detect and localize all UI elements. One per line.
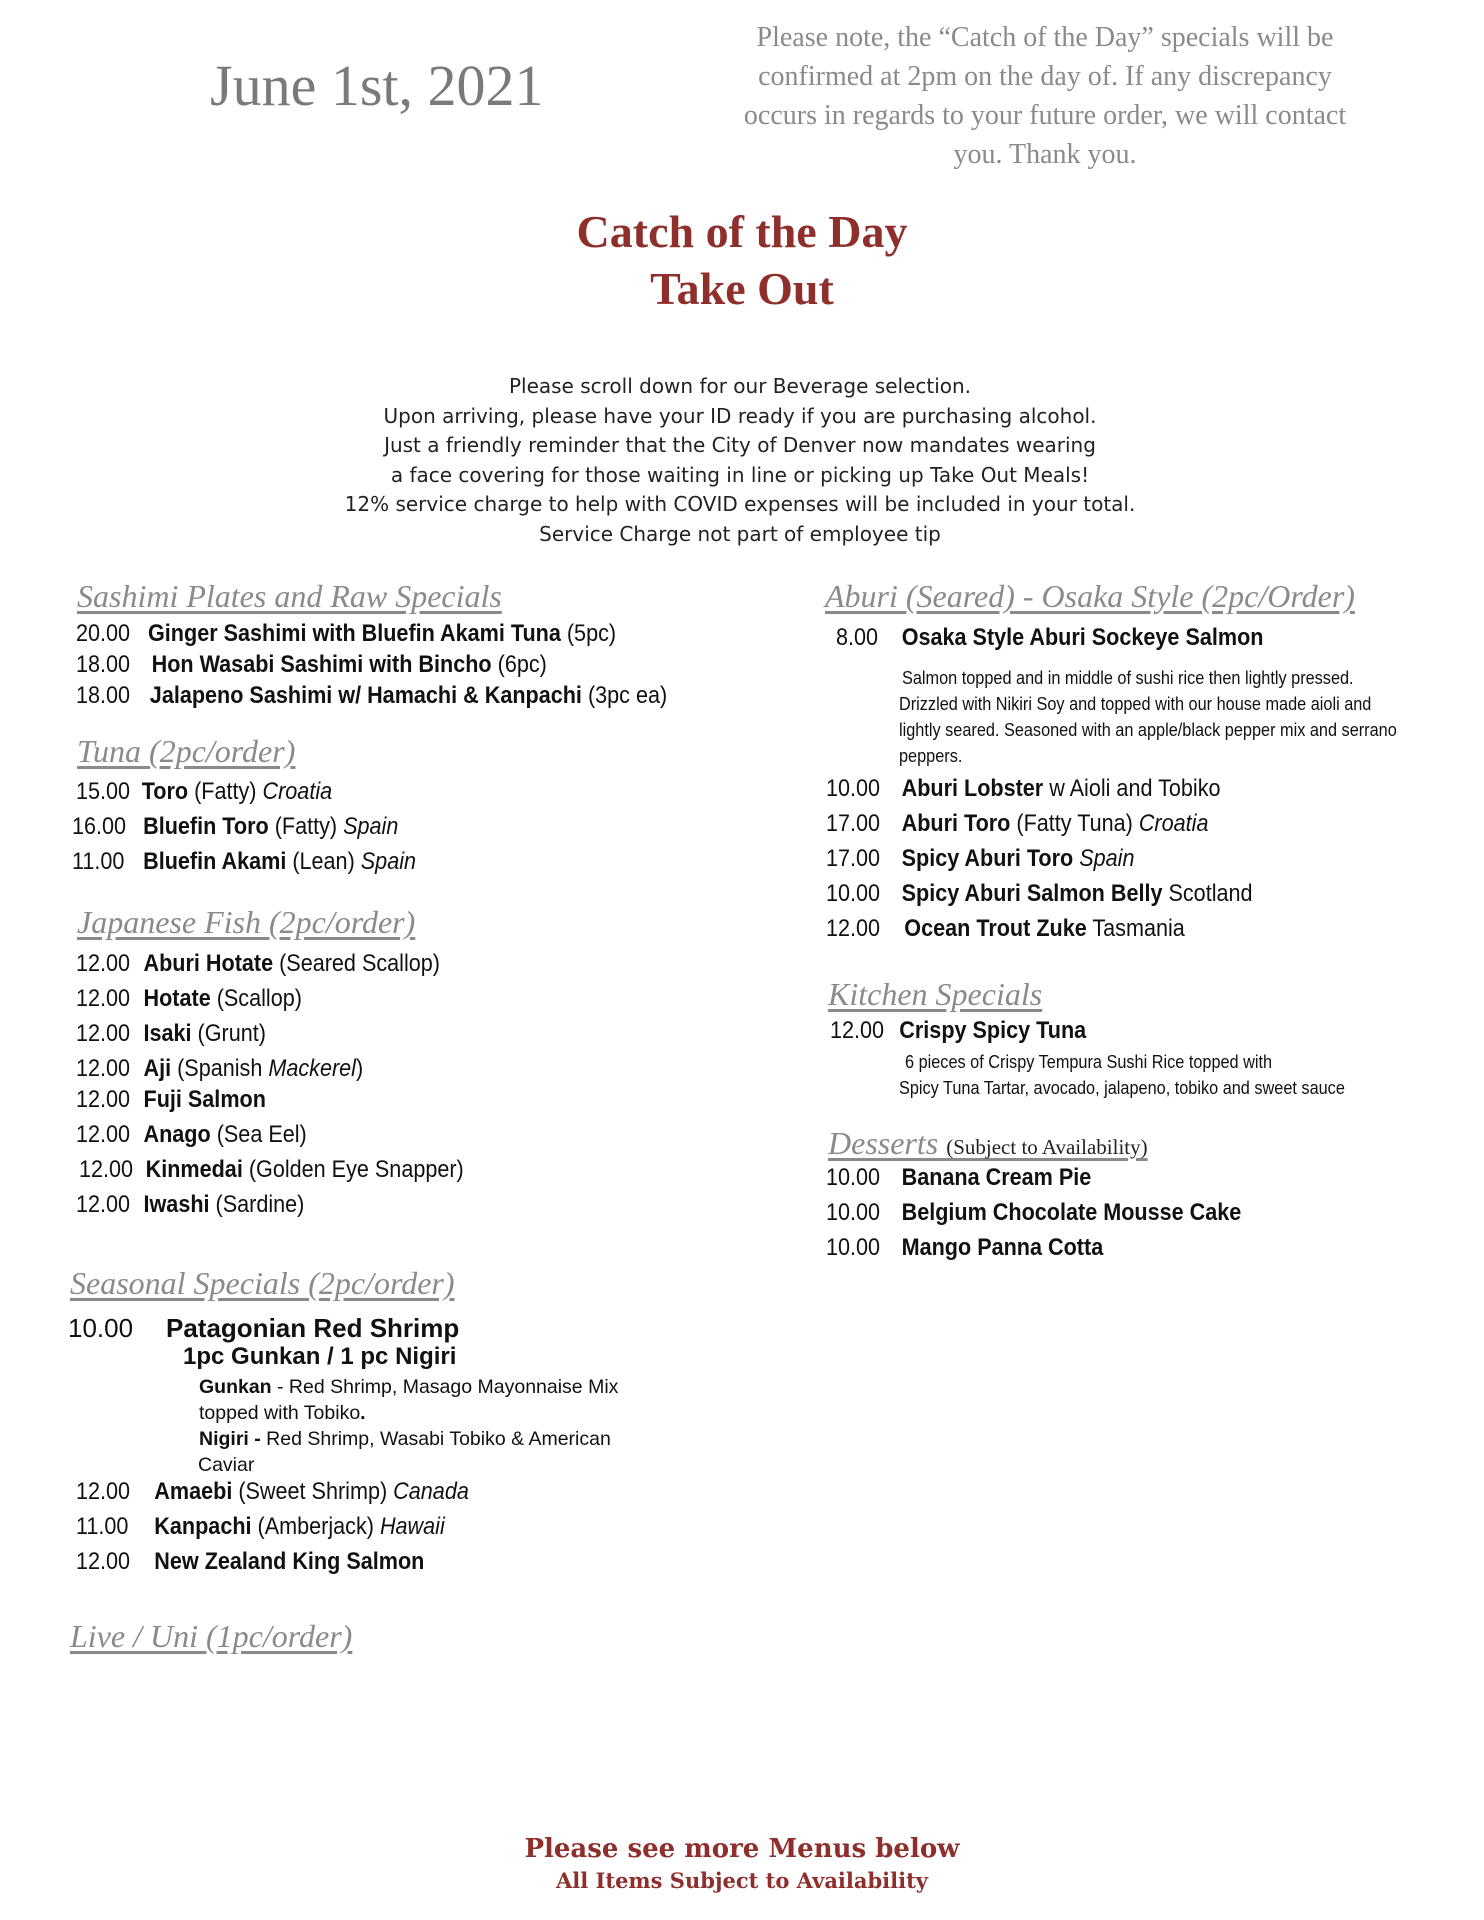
section-sashimi-title: Sashimi Plates and Raw Specials	[77, 578, 502, 614]
section-japanese-fish-title: Japanese Fish (2pc/order)	[77, 904, 416, 940]
item-detail: Tasmania	[1086, 915, 1185, 942]
menu-item	[76, 1548, 424, 1576]
item-name: Mango Panna Cotta	[901, 1234, 1104, 1261]
item-price: 18.00	[76, 682, 131, 709]
info-block	[340, 372, 1140, 550]
desserts-heading: Desserts	[828, 1125, 947, 1161]
item-detail: (Amberjack)	[251, 1513, 380, 1540]
menu-item	[72, 848, 416, 876]
item-price: 12.00	[79, 1156, 134, 1183]
note-line: confirmed at 2pm on the day of. If any discrepancy	[758, 61, 1332, 92]
item-name: New Zealand King Salmon	[154, 1548, 425, 1575]
menu-item	[76, 1121, 307, 1149]
item-detail: (6pc)	[491, 651, 547, 678]
desc-text: topped with Tobiko	[199, 1402, 361, 1424]
note-line: Please note, the “Catch of the Day” specials will be	[756, 22, 1334, 53]
item-description	[199, 1400, 366, 1426]
item-detail: (5pc)	[560, 620, 617, 647]
item-price: 10.00	[826, 775, 881, 802]
item-detail: (Grunt)	[191, 1020, 266, 1047]
section-seasonal-title: Seasonal Specials (2pc/order)	[70, 1265, 455, 1301]
item-name: Patagonian Red Shrimp	[166, 1313, 460, 1343]
info-line: Just a friendly reminder that the City of Denver now mandates wearing	[384, 433, 1096, 458]
menu-item	[826, 775, 1221, 803]
menu-item	[72, 813, 398, 841]
item-name: Ocean Trout Zuke	[904, 915, 1087, 942]
item-description: Drizzled with Nikiri Soy and topped with our house made aioli and	[899, 693, 1372, 714]
section-aburi-title: Aburi (Seared) - Osaka Style (2pc/Order)	[825, 578, 1355, 614]
menu-item	[76, 985, 302, 1013]
desc-label: Gunkan	[199, 1376, 272, 1398]
item-name: Aburi Lobster	[901, 775, 1044, 802]
item-name: Iwashi	[143, 1191, 210, 1218]
item-name: Kinmedai	[145, 1156, 243, 1183]
item-detail: (Scallop)	[210, 985, 302, 1012]
item-price: 12.00	[76, 1055, 131, 1082]
page-title: Catch of the Day	[576, 206, 908, 257]
menu-item	[830, 1017, 1086, 1045]
item-name: Banana Cream Pie	[901, 1164, 1092, 1191]
menu-item	[76, 1020, 266, 1048]
menu-item	[76, 651, 547, 679]
menu-item	[76, 620, 616, 648]
item-name: Isaki	[143, 1020, 192, 1047]
item-name: Amaebi	[154, 1478, 233, 1505]
item-detail: (Sea Eel)	[210, 1121, 307, 1148]
item-price: 10.00	[826, 880, 881, 907]
item-price: 15.00	[76, 778, 131, 805]
info-line: 12% service charge to help with COVID expenses will be included in your total.	[344, 492, 1136, 517]
item-price: 12.00	[76, 1121, 131, 1148]
item-description: lightly seared. Seasoned with an apple/black pepper mix and serrano	[899, 719, 1397, 740]
item-detail: (Fatty)	[268, 813, 344, 840]
info-line: Service Charge not part of employee tip	[539, 521, 941, 546]
item-description: 6 pieces of Crispy Tempura Sushi Rice topped with	[905, 1051, 1273, 1072]
item-price: 18.00	[76, 651, 131, 678]
menu-item	[826, 915, 1185, 943]
item-name: Spicy Aburi Toro	[901, 845, 1074, 872]
item-detail: (Fatty Tuna)	[1010, 810, 1139, 837]
section-desserts-title	[828, 1125, 1148, 1162]
item-price: 12.00	[76, 1020, 131, 1047]
item-name: Bluefin Toro	[143, 813, 269, 840]
menu-item	[76, 1513, 445, 1541]
item-detail: (3pc ea)	[581, 682, 668, 709]
item-name: Aburi Hotate	[143, 950, 274, 977]
item-name: Osaka Style Aburi Sockeye Salmon	[901, 624, 1264, 651]
item-name: Jalapeno Sashimi w/ Hamachi & Kanpachi	[149, 682, 582, 709]
item-detail: Scotland	[1162, 880, 1253, 907]
item-price: 11.00	[72, 848, 125, 875]
menu-item	[76, 1055, 363, 1083]
item-price: 12.00	[76, 1478, 131, 1505]
item-price: 12.00	[76, 950, 131, 977]
item-name: Toro	[141, 778, 189, 805]
menu-item	[79, 1156, 464, 1184]
menu-item	[826, 1199, 1241, 1227]
info-line: Please scroll down for our Beverage selection.	[508, 374, 972, 398]
item-name: Fuji Salmon	[143, 1086, 266, 1113]
item-name: Belgium Chocolate Mousse Cake	[901, 1199, 1242, 1226]
item-price: 12.00	[76, 1191, 131, 1218]
item-price: 12.00	[76, 985, 131, 1012]
note-line: occurs in regards to your future order, we will contact	[743, 100, 1347, 131]
item-name: Bluefin Akami	[143, 848, 287, 875]
catch-note	[735, 18, 1355, 174]
item-price: 10.00	[826, 1234, 881, 1261]
item-name: Ginger Sashimi with Bluefin Akami Tuna	[148, 620, 561, 647]
menu-item	[826, 845, 1134, 873]
item-name: Crispy Spicy Tuna	[899, 1017, 1087, 1044]
item-origin: Canada	[393, 1478, 469, 1505]
item-name: Aji	[143, 1055, 172, 1082]
item-origin: Mackerel	[268, 1055, 356, 1082]
section-tuna-title: Tuna (2pc/order)	[77, 733, 296, 769]
page-subtitle: Take Out	[650, 263, 834, 314]
item-price: 11.00	[76, 1513, 129, 1540]
item-detail: (Spanish	[171, 1055, 269, 1082]
desc-label: Nigiri -	[199, 1428, 261, 1450]
menu-item	[76, 950, 440, 978]
item-origin: Hawaii	[379, 1513, 445, 1540]
section-kitchen-title: Kitchen Specials	[828, 976, 1043, 1012]
item-name: Kanpachi	[154, 1513, 252, 1540]
section-live-uni-title: Live / Uni (1pc/order)	[70, 1618, 353, 1654]
item-price: 8.00	[836, 624, 879, 651]
menu-item	[76, 1086, 266, 1114]
item-origin: Spain	[343, 813, 399, 840]
item-price: 20.00	[76, 620, 131, 647]
item-description: Salmon topped and in middle of sushi rice then lightly pressed.	[902, 667, 1354, 688]
item-name: Aburi Toro	[901, 810, 1011, 837]
menu-item	[826, 810, 1208, 838]
item-price: 17.00	[826, 810, 881, 837]
item-description: peppers.	[899, 745, 963, 766]
item-price: 17.00	[826, 845, 881, 872]
desc-text: .	[360, 1402, 366, 1424]
menu-item-featured	[836, 624, 1263, 652]
item-price: 12.00	[76, 1548, 131, 1575]
menu-item	[826, 880, 1253, 908]
item-price: 10.00	[826, 1199, 881, 1226]
item-subtitle: 1pc Gunkan / 1 pc Nigiri	[183, 1343, 457, 1370]
item-name: Anago	[143, 1121, 211, 1148]
desc-text: - Red Shrimp, Masago Mayonnaise Mix	[271, 1376, 619, 1398]
item-detail: (Golden Eye Snapper)	[242, 1156, 464, 1183]
item-origin: Croatia	[262, 778, 333, 805]
item-name: Spicy Aburi Salmon Belly	[901, 880, 1163, 907]
item-detail: (Seared Scallop)	[273, 950, 440, 977]
item-name: Hon Wasabi Sashimi with Bincho	[151, 651, 492, 678]
item-origin: Spain	[1079, 845, 1135, 872]
menu-item	[76, 778, 332, 806]
item-price: 10.00	[68, 1313, 134, 1343]
menu-item	[76, 1478, 469, 1506]
item-price: 10.00	[826, 1164, 881, 1191]
menu-date: June 1st, 2021	[210, 53, 544, 118]
item-origin: Croatia	[1138, 810, 1209, 837]
menu-item	[76, 682, 667, 710]
info-line: Upon arriving, please have your ID ready if you are purchasing alcohol.	[383, 403, 1097, 428]
item-price: 12.00	[76, 1086, 131, 1113]
item-description	[199, 1426, 611, 1452]
item-detail: (Sweet Shrimp)	[232, 1478, 394, 1505]
item-name: Hotate	[143, 985, 211, 1012]
footer-more-menus: Please see more Menus below	[524, 1834, 960, 1864]
item-detail: (Lean)	[286, 848, 361, 875]
item-origin: Spain	[360, 848, 417, 875]
desserts-availability: (Subject to Availability)	[946, 1135, 1148, 1159]
item-detail: (Sardine)	[209, 1191, 305, 1218]
info-line: a face covering for those waiting in line or picking up Take Out Meals!	[390, 462, 1090, 487]
footer-availability: All Items Subject to Availability	[555, 1868, 929, 1893]
item-price: 12.00	[830, 1017, 885, 1044]
note-line: you. Thank you.	[953, 139, 1137, 170]
menu-item	[76, 1191, 304, 1219]
item-detail: )	[355, 1055, 364, 1082]
item-description: Spicy Tuna Tartar, avocado, jalapeno, tobiko and sweet sauce	[899, 1077, 1345, 1098]
item-price: 16.00	[72, 813, 127, 840]
menu-item-featured	[68, 1313, 459, 1344]
item-detail: (Fatty)	[188, 778, 263, 805]
menu-item	[826, 1164, 1091, 1192]
desc-text: Red Shrimp, Wasabi Tobiko & American	[260, 1428, 611, 1450]
item-description	[199, 1374, 618, 1400]
item-description: Caviar	[198, 1454, 255, 1476]
menu-item	[826, 1234, 1103, 1262]
item-detail: w Aioli and Tobiko	[1043, 775, 1221, 802]
item-price: 12.00	[826, 915, 881, 942]
